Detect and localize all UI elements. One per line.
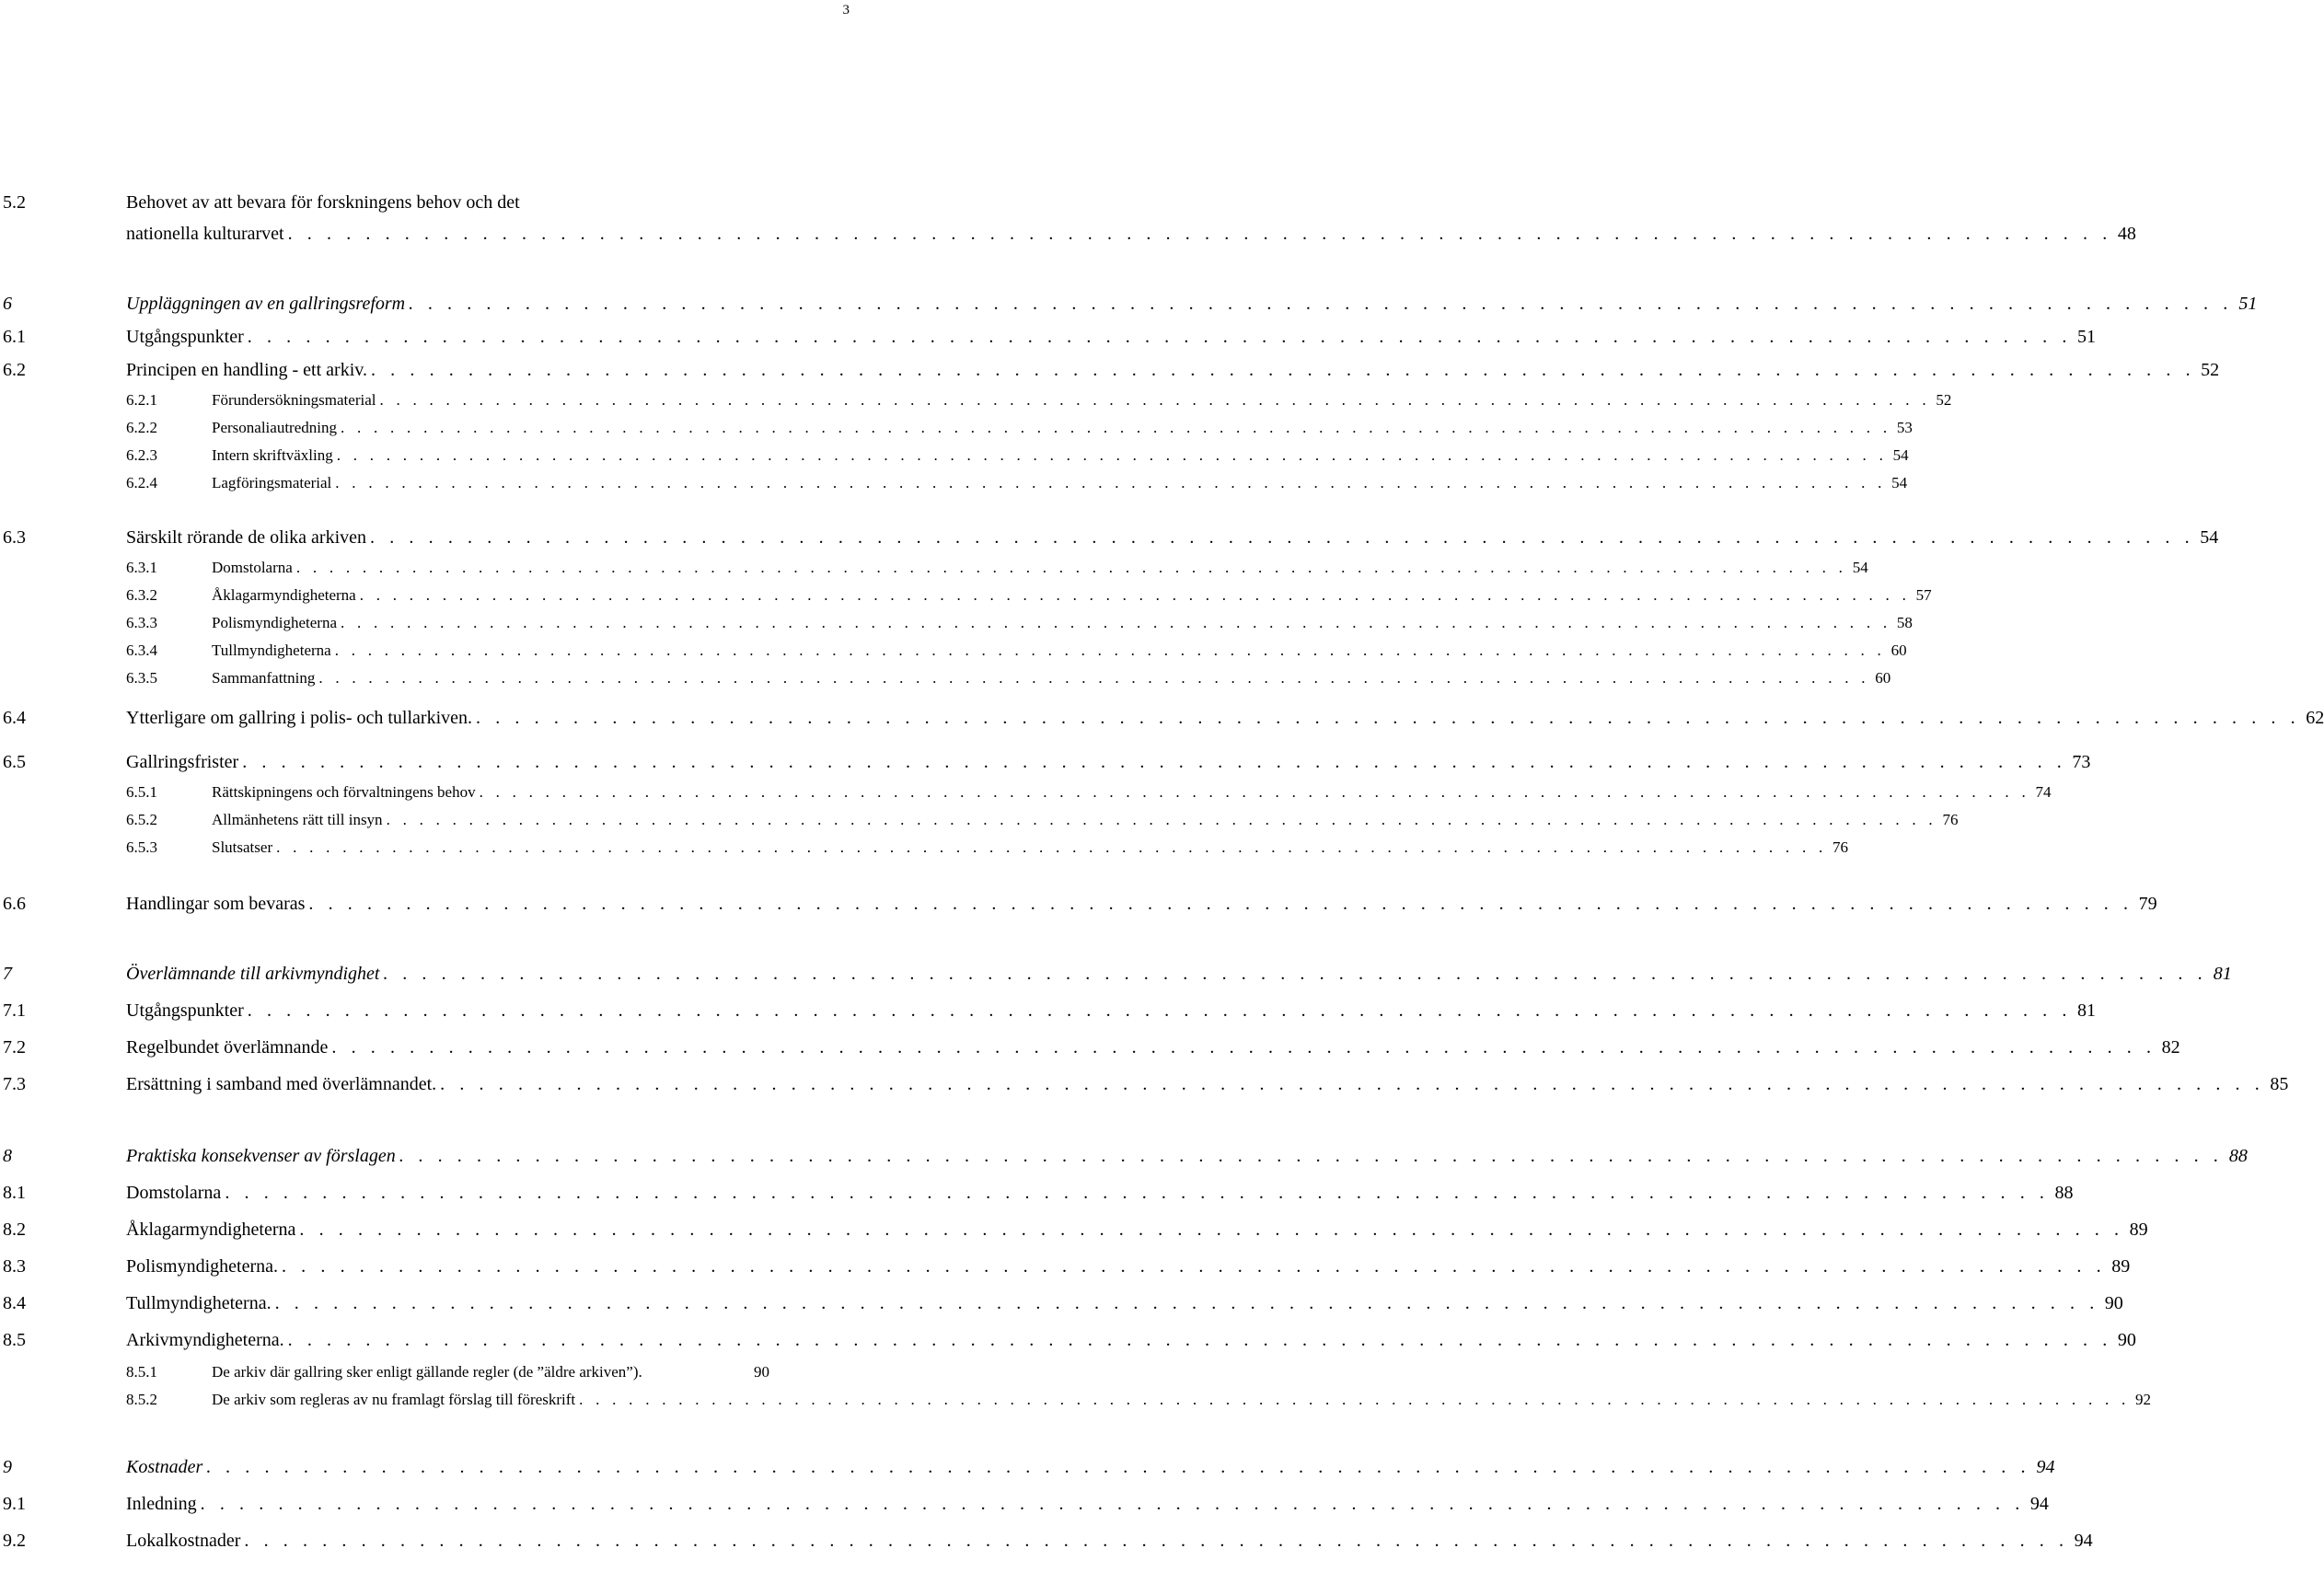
- toc-entry-number: 6.3.4: [126, 641, 157, 659]
- toc-entry-page: 82: [2161, 1036, 2180, 1058]
- toc-entry-page: 94: [2036, 1456, 2055, 1477]
- dot-leader: . . . . . . . . . . . . . . . . . . . . . . . . . . . . . . . . . . . . . . . . . . . . . . . . . . . . . . . . . . . . . . . . . . . . . . . . . . . . . . . . . . . . . . . . . . . . . .: [295, 558, 1847, 576]
- dot-leader: . . . . . . . . . . . . . . . . . . . . . . . . . . . . . . . . . . . . . . . . . . . . . . . . . . . . . . . . . . . . . . . . . . . . . . . . . . . . . . . . . . . . . . . . . . . . . .: [340, 418, 1891, 436]
- dot-leader: . . . . . . . . . . . . . . . . . . . . . . . . . . . . . . . . . . . . . . . . . . . . . . . . . . . . . . . . . . . . . . . . . . . . . . . . . . . . . . . . . . . . . . . . . . . . . .: [334, 641, 1886, 659]
- dot-leader: . . . . . . . . . . . . . . . . . . . . . . . . . . . . . . . . . . . . . . . . . . . . . . . . . . . . . . . . . . . . . . . . . . . . . . . . . . . . . . . . . . . . . . . . . . . . . .: [440, 1073, 2265, 1094]
- dot-leader: . . . . . . . . . . . . . . . . . . . . . . . . . . . . . . . . . . . . . . . . . . . . . . . . . . . . . . . . . . . . . . . . . . . . . . . . . . . . . . . . . . . . . . . . . . . . . .: [359, 585, 1911, 604]
- toc-entry-title: Intern skriftväxling: [212, 445, 333, 464]
- toc-entry: [0, 1070, 2289, 1099]
- toc-entry-page: 89: [2129, 1219, 2148, 1240]
- toc-entry-title: Personaliautredning: [212, 418, 337, 436]
- dot-leader: . . . . . . . . . . . . . . . . . . . . . . . . . . . . . . . . . . . . . . . . . . . . . . . . . . . . . . . . . . . . . . . . . . . . . . . . . . . . . . . . . . . . . . . . . . . . . .: [340, 613, 1891, 631]
- dot-leader: . . . . . . . . . . . . . . . . . . . . . . . . . . . . . . . . . . . . . . . . . . . . . . . . . . . . . . . . . . . . . . . . . . . . . . . . . . . . . . . . . . . . . . . . . . . . . .: [386, 810, 1937, 828]
- dot-leader: . . . . . . . . . . . . . . . . . . . . . . . . . . . . . . . . . . . . . . . . . . . . . . . . . . . . . . . . . . . . . . . . . . . . . . . . . . . . . . . . . . . . . . . . . . . . . .: [276, 838, 1827, 856]
- toc-entry-number: 6.3.1: [126, 558, 157, 576]
- toc-entry-number: 8.1: [3, 1182, 26, 1203]
- toc-entry: [0, 220, 2136, 249]
- toc-entry-page: 89: [2111, 1255, 2131, 1277]
- toc-entry-number: 7.1: [3, 1000, 26, 1021]
- toc-entry-page: 54: [1891, 473, 1908, 491]
- toc-entry-number: 6.1: [3, 326, 26, 347]
- toc-entry-number: 8: [3, 1145, 12, 1166]
- dot-leader: . . . . . . . . . . . . . . . . . . . . . . . . . . . . . . . . . . . . . . . . . . . . . . . . . . . . . . . . . . . . . . . . . . . . . . . . . . . . . . . . . . . . . . . . . . . . . .: [579, 1390, 2130, 1408]
- toc-entry-title: Domstolarna: [126, 1182, 222, 1203]
- toc-entry: [0, 1359, 884, 1384]
- toc-entry: [0, 1034, 2180, 1062]
- toc-entry-page: 51: [2076, 326, 2096, 347]
- toc-entry-title: Handlingar som bevaras: [126, 893, 306, 914]
- toc-entry-number: 8.5.1: [126, 1362, 157, 1381]
- toc-entry: [0, 470, 1908, 495]
- toc-entry-title: Ytterligare om gallring i polis- och tullarkiven.: [126, 707, 473, 728]
- dot-leader: . . . . . . . . . . . . . . . . . . . . . . . . . . . . . . . . . . . . . . . . . . . . . . . . . . . . . . . . . . . . . . . . . . . . . . . . . . . . . . . . . . . . . . . . . . . . . .: [331, 1036, 2156, 1058]
- toc-entry-number: 7.2: [3, 1036, 26, 1058]
- toc-entry-title: Åklagarmyndigheterna: [126, 1219, 296, 1240]
- toc-entry-page: 48: [2117, 223, 2136, 244]
- toc-entry-page: 90: [754, 1362, 769, 1381]
- toc-entry: [0, 890, 2157, 919]
- toc-entry: [0, 1326, 2136, 1355]
- dot-leader: . . . . . . . . . . . . . . . . . . . . . . . . . . . . . . . . . . . . . . . . . . . . . . . . . . . . . . . . . . . . . . . . . . . . . . . . . . . . . . . . . . . . . . . . . . . . . .: [287, 1329, 2112, 1350]
- toc-entry: [0, 1253, 2131, 1281]
- toc-entry: [0, 807, 1959, 832]
- toc-entry: [0, 415, 1913, 440]
- toc-entry-page: 62: [2306, 707, 2324, 728]
- toc-entry-page: 60: [1890, 641, 1907, 659]
- toc-entry-page: 90: [2117, 1329, 2136, 1350]
- dot-leader: . . . . . . . . . . . . . . . . . . . . . . . . . . . . . . . . . . . . . . . . . . . . . . . . . . . . . . . . . . . . . . . . . . . . . . . . . . . . . . . . . . . . . . . . . . . . . .: [242, 751, 2067, 772]
- toc-entry-number: 6.5.2: [126, 810, 157, 828]
- toc-entry-page: 57: [1915, 585, 1932, 604]
- toc-entry-title: Arkivmyndigheterna.: [126, 1329, 284, 1350]
- toc-entry-page: 81: [2076, 1000, 2096, 1021]
- dot-leader: . . . . . . . . . . . . . . . . . . . . . . . . . . . . . . . . . . . . . . . . . . . . . . . . . . . . . . . . . . . . . . . . . . . . . . . . . . . . . . . . . . . . . . . . . . . . . .: [206, 1456, 2031, 1477]
- toc-entry: [0, 1490, 2049, 1519]
- dot-leader: . . . . . . . . . . . . . . . . . . . . . . . . . . . . . . . . . . . . . . . . . . . . . . . . . . . . . . . . . . . . . . . . . . . . . . . . . . . . . . . . . . . . . . . . . . . . . .: [318, 668, 1870, 687]
- toc-entry: [0, 1142, 2248, 1171]
- dot-leader: . . . . . . . . . . . . . . . . . . . . . . . . . . . . . . . . . . . . . . . . . . . . . . . . . . . . . . . . . . . . . . . . . . . . . . . . . . . . . . . . . . . . . . . . . . . . . .: [299, 1219, 2124, 1240]
- toc-entry-number: 8.5: [3, 1329, 26, 1350]
- toc-entry: [0, 1453, 2055, 1482]
- toc-entry-page: 79: [2138, 893, 2157, 914]
- toc-entry-title: De arkiv som regleras av nu framlagt förslag till föreskrift: [212, 1390, 576, 1408]
- dot-leader: . . . . . . . . . . . . . . . . . . . . . . . . . . . . . . . . . . . . . . . . . . . . . . . . . . . . . . . . . . . . . . . . . . . . . . . . . . . . . . . . . . . . . . . . . . . . . .: [308, 893, 2133, 914]
- toc-entry: [0, 835, 1848, 860]
- toc-entry-page: 52: [2201, 359, 2220, 380]
- dot-leader: . . . . . . . . . . . . . . . . . . . . . . . . . . . . . . . . . . . . . . . . . . . . . . . . . . . . . . . . . . . . . . . . . . . . . . . . . . . . . . . . . . . . . . . . . . . . . .: [370, 526, 2195, 548]
- toc-entry-number: 6.6: [3, 893, 26, 914]
- toc-entry-number: 8.4: [3, 1292, 26, 1313]
- toc-entry-title: De arkiv där gallring sker enligt gällande regler (de ”äldre arkiven”).: [212, 1362, 642, 1381]
- toc-entry: [0, 1387, 2151, 1412]
- toc-entry-page: 73: [2072, 751, 2091, 772]
- page-number: 3: [842, 3, 850, 17]
- toc-entry-page: 90: [2104, 1292, 2123, 1313]
- toc-entry: [0, 704, 2324, 733]
- toc-entry-page: 81: [2213, 963, 2232, 984]
- toc-entry-title: Lagföringsmaterial: [212, 473, 332, 491]
- dot-leader: . . . . . . . . . . . . . . . . . . . . . . . . . . . . . . . . . . . . . . . . . . . . . . . . . . . . . . . . . . . . . . . . . . . . . . . . . . . . . . . . . . . . . . . . . . . . . .: [281, 1255, 2107, 1277]
- toc-entry-title: Regelbundet överlämnande: [126, 1036, 329, 1058]
- dot-leader: . . . . . . . . . . . . . . . . . . . . . . . . . . . . . . . . . . . . . . . . . . . . . . . . . . . . . . . . . . . . . . . . . . . . . . . . . . . . . . . . . . . . . . . . . . . . . .: [409, 293, 2234, 314]
- toc-entry-number: 8.3: [3, 1255, 26, 1277]
- dot-leader: . . . . . . . . . . . . . . . . . . . . . . . . . . . . . . . . . . . . . . . . . . . . . . . . . . . . . . . . . . . . . . . . . . . . . . . . . . . . . . . . . . . . . . . . . . . . . .: [379, 390, 1931, 409]
- toc-entry-page: 54: [2200, 526, 2219, 548]
- dot-leader: . . . . . . . . . . . . . . . . . . . . . . . . . . . . . . . . . . . . . . . . . . . . . . . . . . . . . . . . . . . . . . . . . . . . . . . . . . . . . . . . . . . . . . . . . . . . . .: [479, 782, 2030, 801]
- toc-entry: [0, 555, 1868, 580]
- dot-leader: . . . . . . . . . . . . . . . . . . . . . . . . . . . . . . . . . . . . . . . . . . . . . . . . . . . . . . . . . . . . . . . . . . . . . . . . . . . . . . . . . . . . . . . . . . . . . .: [274, 1292, 2099, 1313]
- toc-entry-title: Förundersökningsmaterial: [212, 390, 376, 409]
- toc-entry: [0, 356, 2220, 385]
- toc-entry-number: 6.5.3: [126, 838, 157, 856]
- toc-entry-title: Domstolarna: [212, 558, 293, 576]
- toc-entry-title: Tullmyndigheterna: [212, 641, 331, 659]
- toc-entry-number: 9.2: [3, 1530, 26, 1551]
- toc-entry-title: Principen en handling - ett arkiv.: [126, 359, 367, 380]
- toc-entry-title: Särskilt rörande de olika arkiven: [126, 526, 367, 548]
- toc-entry-page: 54: [1852, 558, 1868, 576]
- toc-entry-title: Lokalkostnader: [126, 1530, 241, 1551]
- toc-entry-title: Gallringsfrister: [126, 751, 239, 772]
- toc-entry: [0, 443, 1909, 468]
- toc-entry-title: Rättskipningens och förvaltningens behov: [212, 782, 476, 801]
- toc-entry-number: 6.5: [3, 751, 26, 772]
- toc-entry: [0, 1179, 2074, 1208]
- toc-entry: [0, 189, 884, 217]
- toc-entry-number: 6.3: [3, 526, 26, 548]
- toc-entry-page: 94: [2074, 1530, 2093, 1551]
- toc-entry-page: 54: [1892, 445, 1909, 464]
- toc-entry: [0, 997, 2096, 1025]
- toc-entry-title: Utgångspunkter: [126, 1000, 244, 1021]
- dot-leader: . . . . . . . . . . . . . . . . . . . . . . . . . . . . . . . . . . . . . . . . . . . . . . . . . . . . . . . . . . . . . . . . . . . . . . . . . . . . . . . . . . . . . . . . . . . . . .: [383, 963, 2208, 984]
- toc-entry-page: 52: [1936, 390, 1952, 409]
- toc-entry-page: 76: [1832, 838, 1848, 856]
- toc-entry-number: 8.5.2: [126, 1390, 157, 1408]
- toc-entry-page: 94: [2029, 1493, 2049, 1514]
- toc-entry-number: 9: [3, 1456, 12, 1477]
- toc-entry-page: 60: [1875, 668, 1891, 687]
- toc-entry-title: Ersättning i samband med överlämnandet.: [126, 1073, 437, 1094]
- toc-entry: [0, 323, 2096, 352]
- toc-entry: [0, 524, 2219, 552]
- toc-entry: [0, 1216, 2148, 1244]
- dot-leader: . . . . . . . . . . . . . . . . . . . . . . . . . . . . . . . . . . . . . . . . . . . . . . . . . . . . . . . . . . . . . . . . . . . . . . . . . . . . . . . . . . . . . . . . . . . . . .: [200, 1493, 2025, 1514]
- toc-entry-page: 92: [2135, 1390, 2151, 1408]
- toc-entry-number: 6.4: [3, 707, 26, 728]
- dot-leader: . . . . . . . . . . . . . . . . . . . . . . . . . . . . . . . . . . . . . . . . . . . . . . . . . . . . . . . . . . . . . . . . . . . . . . . . . . . . . . . . . . . . . . . . . . . . . .: [336, 445, 1888, 464]
- dot-leader: . . . . . . . . . . . . . . . . . . . . . . . . . . . . . . . . . . . . . . . . . . . . . . . . . . . . . . . . . . . . . . . . . . . . . . . . . . . . . . . . . . . . . . . . . . . . . .: [287, 223, 2112, 244]
- dot-leader: . . . . . . . . . . . . . . . . . . . . . . . . . . . . . . . . . . . . . . . . . . . . . . . . . . . . . . . . . . . . . . . . . . . . . . . . . . . . . . . . . . . . . . . . . . . . . .: [399, 1145, 2224, 1166]
- toc-entry-title: Åklagarmyndigheterna: [212, 585, 356, 604]
- toc-entry-number: 6.3.2: [126, 585, 157, 604]
- toc-entry-title: Utgångspunkter: [126, 326, 244, 347]
- toc-entry-page: 58: [1896, 613, 1913, 631]
- toc-entry-number: 5.2: [3, 191, 26, 213]
- toc-entry-title: Överlämnande till arkivmyndighet: [126, 963, 380, 984]
- toc-entry: [0, 387, 1952, 412]
- dot-leader: . . . . . . . . . . . . . . . . . . . . . . . . . . . . . . . . . . . . . . . . . . . . . . . . . . . . . . . . . . . . . . . . . . . . . . . . . . . . . . . . . . . . . . . . . . . . . .: [476, 707, 2301, 728]
- toc-entry-number: 6.2.2: [126, 418, 157, 436]
- toc-entry-page: 76: [1942, 810, 1959, 828]
- toc-entry-title: Polismyndigheterna: [212, 613, 337, 631]
- toc-entry: [0, 610, 1913, 635]
- dot-leader: . . . . . . . . . . . . . . . . . . . . . . . . . . . . . . . . . . . . . . . . . . . . . . . . . . . . . . . . . . . . . . . . . . . . . . . . . . . . . . . . . . . . . . . . . . . . . .: [247, 1000, 2072, 1021]
- toc-entry-title: Inledning: [126, 1493, 197, 1514]
- toc-entry-title: Behovet av att bevara för forskningens behov och det: [126, 191, 520, 213]
- dot-leader: . . . . . . . . . . . . . . . . . . . . . . . . . . . . . . . . . . . . . . . . . . . . . . . . . . . . . . . . . . . . . . . . . . . . . . . . . . . . . . . . . . . . . . . . . . . . . .: [225, 1182, 2050, 1203]
- toc-entry-number: 7.3: [3, 1073, 26, 1094]
- dot-leader: . . . . . . . . . . . . . . . . . . . . . . . . . . . . . . . . . . . . . . . . . . . . . . . . . . . . . . . . . . . . . . . . . . . . . . . . . . . . . . . . . . . . . . . . . . . . . .: [244, 1530, 2069, 1551]
- toc-entry: [0, 1289, 2123, 1318]
- toc-entry-title: Uppläggningen av en gallringsreform: [126, 293, 406, 314]
- toc-entry-number: 6.3.5: [126, 668, 157, 687]
- toc-entry: [0, 748, 2091, 777]
- toc-entry-page: 88: [2054, 1182, 2074, 1203]
- toc-entry-number: 9.1: [3, 1493, 26, 1514]
- toc-entry-number: 7: [3, 963, 12, 984]
- toc-entry-title: Praktiska konsekvenser av förslagen: [126, 1145, 396, 1166]
- dot-leader: . . . . . . . . . . . . . . . . . . . . . . . . . . . . . . . . . . . . . . . . . . . . . . . . . . . . . . . . . . . . . . . . . . . . . . . . . . . . . . . . . . . . . . . . . . . . . .: [247, 326, 2072, 347]
- dot-leader: . . . . . . . . . . . . . . . . . . . . . . . . . . . . . . . . . . . . . . . . . . . . . . . . . . . . . . . . . . . . . . . . . . . . . . . . . . . . . . . . . . . . . . . . . . . . . .: [335, 473, 1887, 491]
- toc-entry: [0, 780, 2052, 804]
- toc-entry: [0, 583, 1932, 607]
- toc-entry-number: 6.2.4: [126, 473, 157, 491]
- toc-entry-number: 6.3.3: [126, 613, 157, 631]
- toc-entry: [0, 665, 1891, 690]
- toc-entry-title: nationella kulturarvet: [126, 223, 284, 244]
- toc-entry-page: 74: [2035, 782, 2052, 801]
- toc-entry-title: Allmänhetens rätt till insyn: [212, 810, 383, 828]
- toc-entry-page: 85: [2270, 1073, 2289, 1094]
- toc-entry-title: Kostnader: [126, 1456, 203, 1477]
- toc-entry: [0, 960, 2232, 988]
- toc-entry-title: Tullmyndigheterna.: [126, 1292, 272, 1313]
- toc-entry-page: 88: [2228, 1145, 2248, 1166]
- dot-leader: . . . . . . . . . . . . . . . . . . . . . . . . . . . . . . . . . . . . . . . . . . . . . . . . . . . . . . . . . . . . . . . . . . . . . . . . . . . . . . . . . . . . . . . . . . . . . .: [370, 359, 2196, 380]
- toc-entry: [0, 1527, 2093, 1555]
- toc-entry-title: Slutsatser: [212, 838, 273, 856]
- toc-entry-title: Sammanfattning: [212, 668, 316, 687]
- toc-entry-page: 53: [1896, 418, 1913, 436]
- toc-entry: [0, 638, 1907, 663]
- toc-entry-number: 6.2.1: [126, 390, 157, 409]
- toc-entry-title: Polismyndigheterna.: [126, 1255, 278, 1277]
- toc-entry-number: 6: [3, 293, 12, 314]
- toc-entry-number: 6.2.3: [126, 445, 157, 464]
- toc-entry: [0, 290, 2258, 318]
- toc-entry-number: 6.2: [3, 359, 26, 380]
- toc-entry-number: 8.2: [3, 1219, 26, 1240]
- toc-entry-page: 51: [2238, 293, 2258, 314]
- toc-entry-number: 6.5.1: [126, 782, 157, 801]
